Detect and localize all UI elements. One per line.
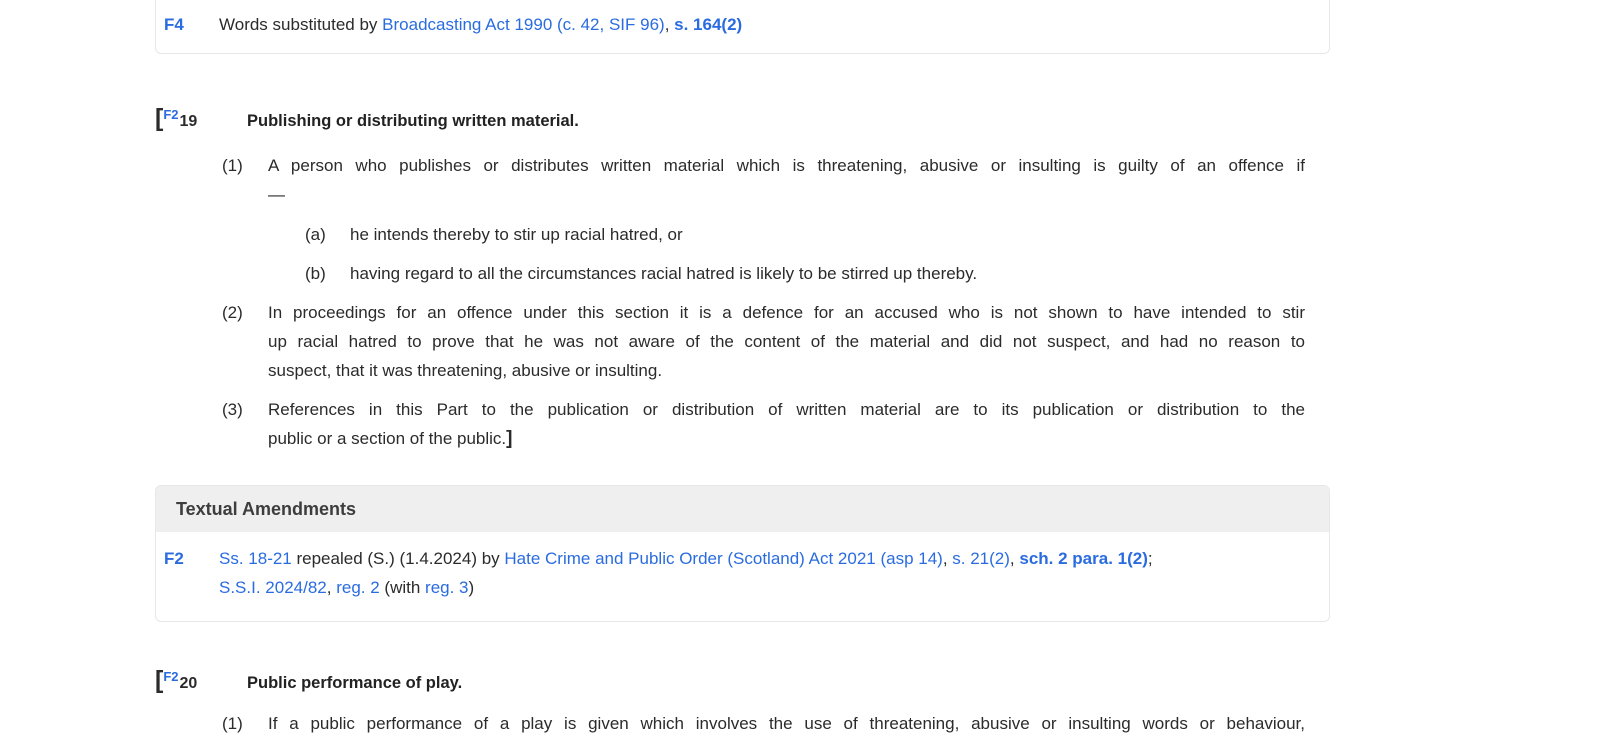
paragraph-number: (1) <box>222 156 243 175</box>
amendment-line <box>219 573 1309 602</box>
textual-amendments-box <box>155 485 1330 622</box>
text-segment: ) <box>468 578 475 597</box>
footnote-text-f4 <box>219 13 1309 37</box>
close-bracket: ] <box>506 428 513 449</box>
paragraph-text <box>268 298 1330 385</box>
text-segment: repealed (S.) (1.4.2024) by <box>291 549 505 568</box>
open-bracket: [ <box>155 104 164 132</box>
paragraph-20-1 <box>155 709 1330 738</box>
section-19-prefix <box>155 102 247 135</box>
paragraph-number: (1) <box>222 714 243 733</box>
paragraph-line: In proceedings for an offence under this section it is a defence for an accused who is not shown to have intended to stir <box>268 303 1305 322</box>
text-segment: (with <box>379 578 426 597</box>
paragraph-number: (2) <box>222 303 243 322</box>
subparagraph-label: (a) <box>305 225 326 244</box>
footnote-ref-f2-icon[interactable]: F2 <box>163 107 179 122</box>
section-20-heading <box>155 664 1330 697</box>
inline-link[interactable]: Ss. 18-21 <box>219 549 292 568</box>
inline-link[interactable]: reg. 2 <box>336 578 380 597</box>
legislation-content <box>155 0 1330 738</box>
inline-link[interactable]: Hate Crime and Public Order (Scotland) Act 2021 (asp 14) <box>504 549 943 568</box>
subparagraph-19-1-b <box>155 259 1330 288</box>
paragraph-line: References in this Part to the publication or distribution of written material are to its publication or distribution to the <box>268 400 1305 419</box>
section-19-heading <box>155 102 1330 135</box>
text-segment: , <box>1009 549 1020 568</box>
paragraph-line: suspect, that it was threatening, abusive or insulting. <box>268 361 663 380</box>
subparagraph-text: he intends thereby to stir up racial hatred, or <box>350 225 683 244</box>
paragraph-line: If a public performance of a play is given which involves the use of threatening, abusive or insulting words or behaviour, <box>268 714 1305 733</box>
inline-link[interactable]: sch. 2 para. 1(2) <box>1019 549 1148 568</box>
text-segment: , <box>664 15 675 34</box>
textual-amendments-heading: Textual Amendments <box>156 486 1329 532</box>
amendment-line <box>219 544 1309 573</box>
amendment-label-f2[interactable]: F2 <box>164 549 184 568</box>
text-segment: Words substituted by <box>219 15 383 34</box>
open-bracket: [ <box>155 666 164 694</box>
paragraph-number: (3) <box>222 400 243 419</box>
subparagraph-label: (b) <box>305 264 326 283</box>
inline-link[interactable]: s. 164(2) <box>674 15 743 34</box>
text-segment: , <box>326 578 337 597</box>
subparagraph-19-1-a <box>155 220 1330 249</box>
paragraph-text <box>268 395 1330 453</box>
paragraph-line: up racial hatred to prove that he was not aware of the content of the material and did not suspect, and had no reason to <box>268 332 1305 351</box>
section-20-prefix <box>155 664 247 697</box>
amendment-text-f2 <box>219 544 1309 602</box>
footnote-box-f4 <box>155 0 1330 54</box>
subparagraph-text: having regard to all the circumstances racial hatred is likely to be stirred up thereby. <box>350 264 978 283</box>
paragraph-text <box>268 151 1330 209</box>
footnote-ref-f2-icon[interactable]: F2 <box>163 669 179 684</box>
paragraph-line <box>268 424 1305 453</box>
paragraph-line: A person who publishes or distributes written material which is threatening, abusive or insulting is guilty of an offence if <box>268 156 1305 175</box>
paragraph-19-3 <box>155 395 1330 453</box>
inline-link[interactable]: reg. 3 <box>425 578 469 597</box>
paragraph-19-2 <box>155 298 1330 385</box>
paragraph-19-1 <box>155 151 1330 209</box>
paragraph-line: — <box>268 185 285 204</box>
inline-link[interactable]: s. 21(2) <box>952 549 1010 568</box>
inline-link[interactable]: S.S.I. 2024/82 <box>219 578 327 597</box>
section-20-title: Public performance of play. <box>247 674 463 692</box>
section-19-number: 19 <box>179 113 198 130</box>
text-segment: , <box>942 549 953 568</box>
section-20-number: 20 <box>179 675 198 692</box>
section-19-title: Publishing or distributing written material. <box>247 112 579 130</box>
paragraph-line-text: public or a section of the public. <box>268 429 507 448</box>
text-segment: ; <box>1147 549 1153 568</box>
inline-link[interactable]: Broadcasting Act 1990 (c. 42, SIF 96) <box>382 15 665 34</box>
footnote-label-f4[interactable]: F4 <box>164 15 184 34</box>
paragraph-text <box>268 709 1330 738</box>
textual-amendment-entry-f2 <box>156 532 1329 621</box>
